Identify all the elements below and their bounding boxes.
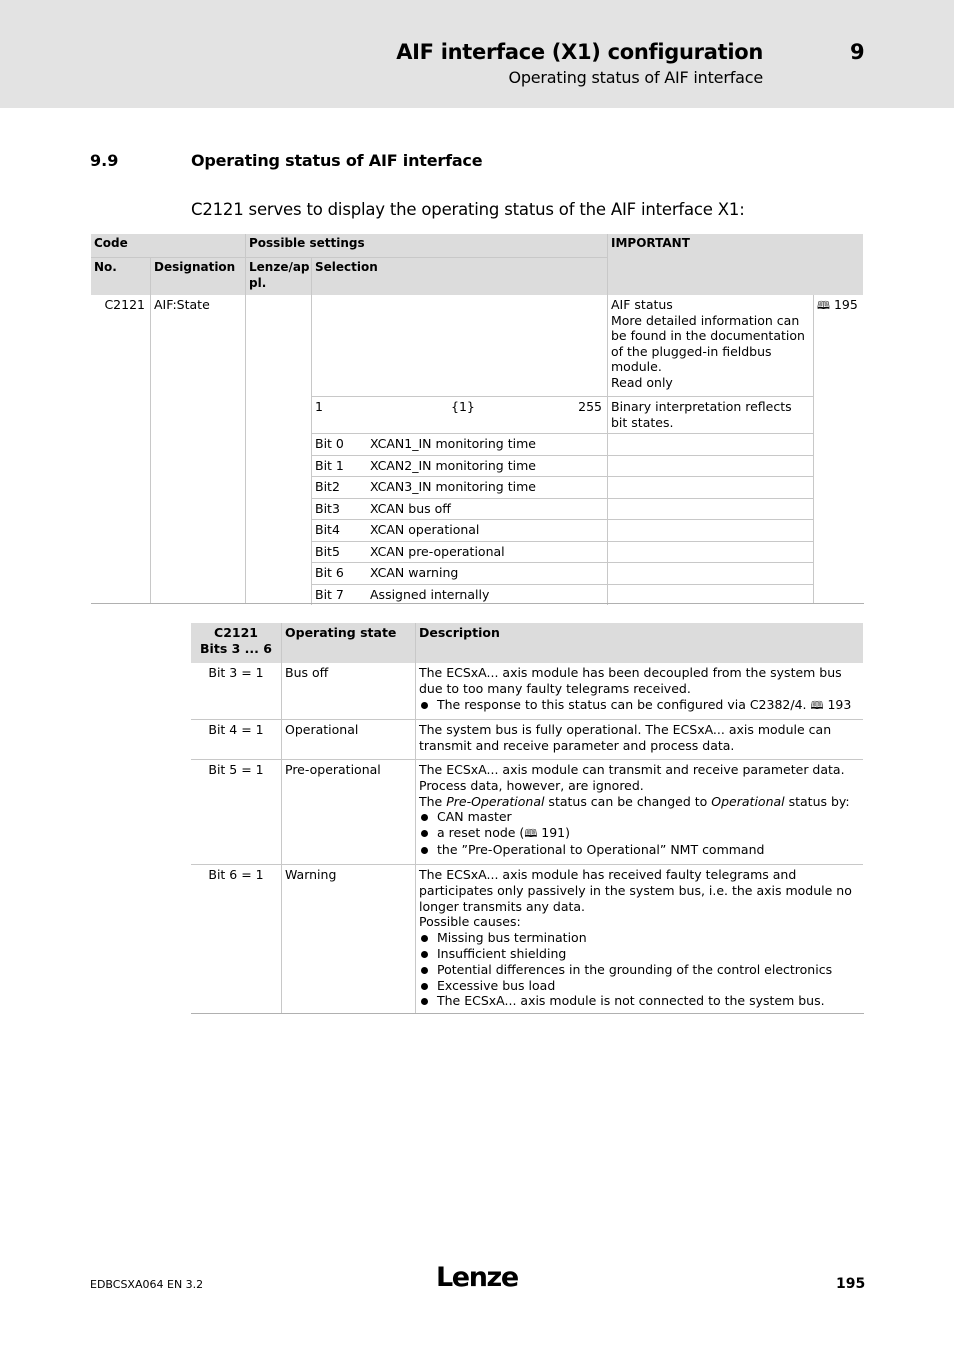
important-text (607, 295, 813, 396)
list-item: Excessive bus load (419, 978, 860, 994)
description-text: Possible causes: (419, 914, 521, 930)
intro-text: C2121 serves to display the operating status of the AIF interface X1: (191, 200, 745, 219)
table-bottom-rule (191, 1013, 864, 1014)
bit-label: Assigned internally (370, 587, 490, 602)
description-text: The Pre-Operational status can be changed to Operational status by: (419, 793, 850, 809)
bit-number: Bit4 (315, 522, 340, 537)
chapter-title: AIF interface (X1) configuration (396, 40, 763, 64)
chapter-number: 9 (850, 40, 865, 64)
bit-row (311, 498, 607, 519)
bit-number: Bit 7 (315, 587, 344, 602)
book-icon: 🕮 (817, 299, 830, 312)
document-code: EDBCSXA064 EN 3.2 (90, 1278, 204, 1291)
row-state: Operational (281, 719, 415, 759)
important-line: More detailed information can be found in the documentation of the plugged-in fieldbus module. (611, 312, 805, 375)
row-state: Pre-operational (281, 759, 415, 864)
chapter-subtitle: Operating status of AIF interface (508, 68, 763, 87)
range-step: {1} (451, 399, 475, 414)
bit-number: Bit 6 (315, 565, 344, 580)
range-note: Binary interpretation reflects bit states. (607, 396, 813, 433)
bit-number: Bit 1 (315, 458, 344, 473)
bullet-list (419, 930, 860, 1009)
row-bits: Bit 5 = 1 (191, 759, 281, 864)
bit-row (311, 562, 607, 584)
bit-important-empty (607, 584, 813, 605)
bullet-text: The response to this status can be configured via C2382/4. (437, 696, 807, 712)
bit-important-empty (607, 541, 813, 562)
row-description (415, 759, 863, 864)
important-line: Read only (611, 374, 673, 390)
range-cell (311, 396, 607, 433)
book-icon: 🕮 (524, 827, 538, 841)
section-number: 9.9 (90, 151, 119, 170)
bit-row (311, 584, 607, 605)
bit-label: XCAN bus off (370, 501, 451, 516)
description-text: The ECSxA... axis module has received faulty telegrams and participates only passively in the system bus, i.e. the axis module no longer transmits any data. (419, 867, 852, 914)
list-item (419, 697, 860, 714)
page-number: 195 (836, 1276, 866, 1292)
th-c2121-bits: Bits 3 ... 6 (200, 640, 272, 656)
code-number: C2121 (104, 297, 145, 312)
bit-important-empty (607, 433, 813, 455)
th-possible-settings: Possible settings (245, 234, 607, 257)
list-item: Missing bus termination (419, 930, 860, 946)
bit-label: XCAN pre-operational (370, 544, 505, 559)
bit-row (311, 433, 607, 455)
reference-page: 195 (833, 297, 858, 312)
list-item: CAN master (419, 809, 860, 825)
lenze-default (245, 295, 311, 604)
reference-cell (813, 295, 863, 604)
th-selection: Selection (311, 257, 607, 295)
row-state: Warning (281, 864, 415, 1014)
list-item: the ”Pre-Operational to Operational” NMT command (419, 842, 860, 858)
row-bits: Bit 3 = 1 (208, 665, 264, 680)
row-description (415, 864, 863, 1014)
th-description: Description (415, 623, 863, 663)
th-lenze: Lenze/ap pl. (245, 257, 311, 295)
important-line: AIF status (611, 297, 673, 312)
bit-row (311, 519, 607, 541)
bit-label: XCAN2_IN monitoring time (370, 458, 536, 473)
th-c2121-code: C2121 (214, 625, 258, 640)
selection-empty (311, 295, 607, 396)
bullet-list (419, 697, 860, 714)
list-item: Insufficient shielding (419, 946, 860, 962)
row-bits: Bit 6 = 1 (191, 864, 281, 1014)
bit-label: XCAN3_IN monitoring time (370, 479, 536, 494)
th-code: Code (91, 234, 245, 257)
bit-number: Bit5 (315, 544, 340, 559)
bit-important-empty (607, 498, 813, 519)
bit-number: Bit2 (315, 479, 340, 494)
list-item: a reset node (🕮 191) (419, 825, 860, 842)
th-important: IMPORTANT (607, 234, 863, 295)
list-item: Potential differences in the grounding of the control electronics (419, 962, 860, 978)
section-title: Operating status of AIF interface (191, 151, 483, 170)
th-designation: Designation (150, 257, 245, 295)
bit-number: Bit3 (315, 501, 340, 516)
bit-row (311, 476, 607, 498)
list-item: The ECSxA... axis module is not connected to the system bus. (419, 993, 860, 1009)
th-operating-state: Operating state (281, 623, 415, 663)
table-bottom-rule (91, 603, 864, 604)
row-state: Bus off (281, 663, 415, 719)
bit-important-empty (607, 455, 813, 476)
th-c2121 (191, 623, 281, 663)
reference-page: 193 (827, 696, 852, 712)
book-icon: 🕮 (810, 698, 824, 712)
bit-row (311, 455, 607, 476)
code-designation: AIF:State (150, 295, 245, 604)
bit-row (311, 541, 607, 562)
lenze-logo: Lenze (436, 1262, 518, 1293)
range-min: 1 (315, 399, 323, 414)
page-header (0, 0, 954, 108)
bit-important-empty (607, 476, 813, 498)
bit-label: XCAN warning (370, 565, 459, 580)
range-max: 255 (578, 399, 602, 414)
row-description: The system bus is fully operational. The ECSxA... axis module can transmit and receive parameter and process data. (415, 719, 863, 759)
th-no: No. (91, 257, 150, 295)
bit-important-empty (607, 562, 813, 584)
description-text: The ECSxA... axis module can transmit and receive parameter data. Process data, however, are ignored. (419, 762, 845, 793)
row-bits: Bit 4 = 1 (191, 719, 281, 759)
bullet-list (419, 809, 860, 857)
bit-label: XCAN operational (370, 522, 480, 537)
row-description (415, 663, 863, 719)
reference-page: 191 (541, 825, 566, 841)
bit-number: Bit 0 (315, 436, 344, 451)
bit-important-empty (607, 519, 813, 541)
description-text: The ECSxA... axis module has been decoupled from the system bus due to too many faulty telegrams received. (419, 665, 842, 696)
bit-label: XCAN1_IN monitoring time (370, 436, 536, 451)
